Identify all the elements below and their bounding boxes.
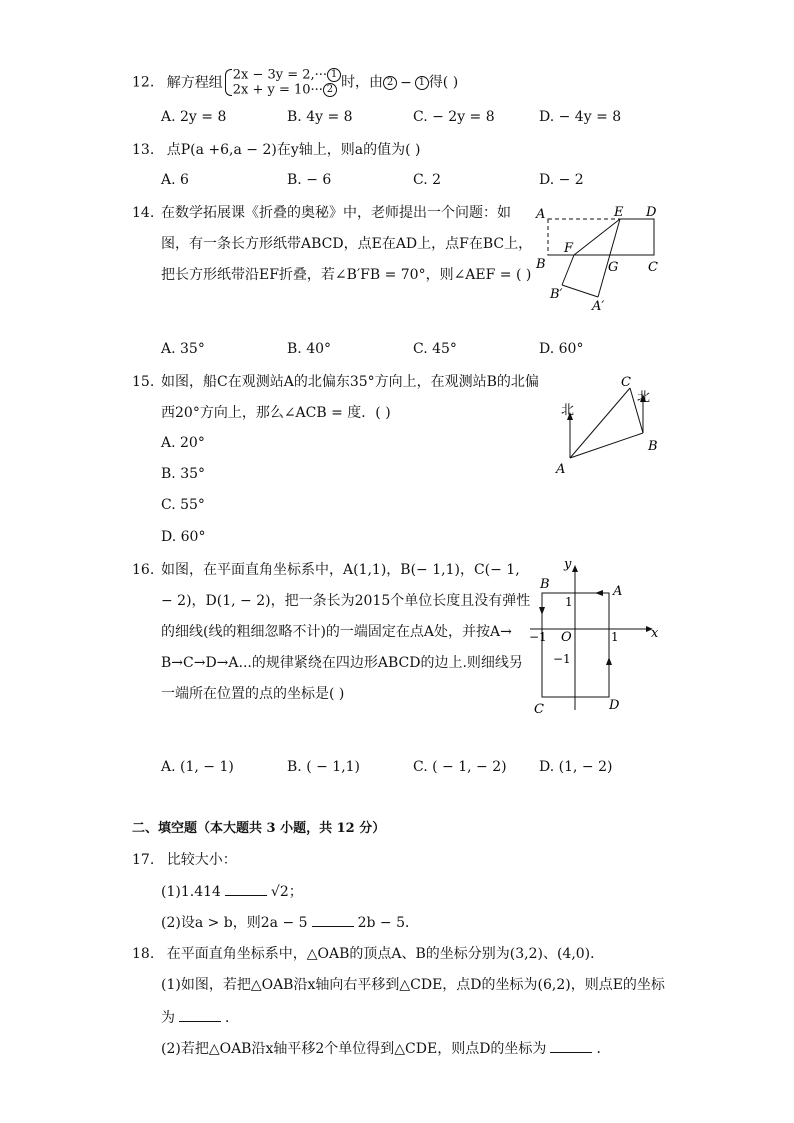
section-title: 二、填空题（本大题共 3 小题，共 12 分） bbox=[132, 821, 386, 836]
label-c: C bbox=[648, 260, 658, 275]
question-number: 15. bbox=[132, 374, 155, 390]
question-stem: 得( ) bbox=[428, 74, 459, 91]
part-text: (2)若把△OAB沿x轴平移2个单位得到△CDE，则点D的坐标为 bbox=[161, 1041, 547, 1057]
option-b[interactable]: B. 40° bbox=[287, 341, 332, 357]
option-b[interactable]: B. 35° bbox=[161, 466, 206, 482]
question-stem-line: 把长方形纸带沿EF折叠，若∠B′FB = 70°，则∠AEF = ( ) bbox=[161, 267, 532, 283]
part-text: (2)设a > b，则2a − 5 bbox=[161, 915, 308, 931]
folding-figure bbox=[528, 200, 668, 320]
question-17-part-1 bbox=[161, 881, 303, 902]
minus-sign: − bbox=[400, 74, 412, 91]
question-stem: 点P(a +6,a − 2)在y轴上，则a的值为( ) bbox=[166, 142, 421, 158]
option-c[interactable]: C. ( − 1, − 2) bbox=[413, 759, 507, 775]
option-a[interactable]: A. 35° bbox=[161, 341, 205, 357]
question-stem-line: 图，有一条长方形纸带ABCD，点E在AD上，点F在BC上， bbox=[161, 236, 533, 252]
option-b[interactable]: B. − 6 bbox=[287, 172, 332, 188]
sqrt-expression: √2 bbox=[270, 884, 289, 900]
part-text: ． bbox=[596, 1041, 611, 1057]
label-x: x bbox=[651, 626, 659, 641]
folded-edge-fb bbox=[562, 255, 574, 285]
label-d: D bbox=[609, 698, 620, 713]
part-text: ； bbox=[288, 884, 303, 900]
label-b: B bbox=[536, 257, 546, 272]
label-b-prime: B′ bbox=[550, 287, 563, 302]
part-text: ． bbox=[225, 1010, 239, 1026]
question-18-part-2 bbox=[161, 1038, 610, 1059]
tick-label-x-1: 1 bbox=[611, 630, 619, 644]
option-c[interactable]: C. − 2y = 8 bbox=[413, 109, 495, 125]
tick-label-y-1: 1 bbox=[565, 595, 573, 609]
answer-blank[interactable] bbox=[225, 881, 267, 896]
direction-arrow-icon bbox=[595, 590, 603, 596]
folded-edge-ba bbox=[562, 285, 598, 297]
option-d[interactable]: D. 60° bbox=[539, 341, 584, 357]
question-12 bbox=[132, 68, 458, 97]
part-text: (1)1.414 bbox=[161, 884, 221, 900]
question-stem: 比较大小： bbox=[166, 852, 237, 868]
question-18 bbox=[132, 944, 604, 964]
question-stem-line: − 2)，D(1, − 2)，把一条长为2015个单位长度且没有弹性 bbox=[161, 593, 531, 609]
label-c: C bbox=[621, 375, 631, 390]
equation-2: 2x + y = 10··· bbox=[232, 82, 323, 97]
question-stem-line: 西20°方向上，那么∠ACB = 度．( ) bbox=[161, 405, 391, 421]
bearing-figure bbox=[548, 370, 668, 480]
question-16 bbox=[132, 560, 154, 580]
label-a: A bbox=[536, 207, 546, 222]
question-stem-line: 如图，在平面直角坐标系中，A(1,1)，B(− 1,1)，C(− 1, bbox=[161, 562, 520, 578]
question-15 bbox=[132, 372, 154, 392]
label-b: B bbox=[540, 577, 550, 592]
label-a: A bbox=[613, 584, 623, 599]
option-a[interactable]: A. (1, − 1) bbox=[161, 759, 234, 775]
label-d: D bbox=[646, 205, 657, 220]
label-b: B bbox=[648, 439, 658, 454]
circled-number-1: 1 bbox=[415, 76, 429, 90]
option-c[interactable]: C. 45° bbox=[413, 341, 457, 357]
label-a: A bbox=[556, 462, 566, 477]
label-f: F bbox=[564, 241, 574, 256]
option-a[interactable]: A. 2y = 8 bbox=[161, 109, 227, 125]
option-a[interactable]: A. 6 bbox=[161, 172, 189, 188]
tick-label-y-neg1: −1 bbox=[553, 652, 571, 666]
equation-system bbox=[223, 68, 341, 97]
option-d[interactable]: D. − 4y = 8 bbox=[539, 109, 622, 125]
option-d[interactable]: D. − 2 bbox=[539, 172, 584, 188]
label-c: C bbox=[534, 702, 544, 717]
option-d[interactable]: D. (1, − 2) bbox=[539, 759, 613, 775]
answer-blank[interactable] bbox=[312, 912, 354, 927]
option-a[interactable]: A. 20° bbox=[161, 435, 205, 451]
circled-number-2: 2 bbox=[323, 83, 337, 97]
question-stem: 在平面直角坐标系中，△OAB的顶点A、B的坐标分别为(3,2)、(4,0)． bbox=[166, 946, 605, 962]
question-13 bbox=[132, 140, 420, 160]
equation-1: 2x − 3y = 2,··· bbox=[232, 67, 328, 83]
question-18-part-1-line-2 bbox=[161, 1007, 239, 1028]
question-17 bbox=[132, 850, 237, 870]
y-axis-arrow-icon bbox=[572, 565, 578, 572]
question-14 bbox=[132, 203, 154, 223]
option-c[interactable]: C. 55° bbox=[161, 497, 205, 513]
question-number: 12. bbox=[132, 74, 155, 91]
label-origin: O bbox=[561, 630, 572, 645]
label-a-prime: A′ bbox=[592, 299, 605, 314]
option-c[interactable]: C. 2 bbox=[413, 172, 442, 188]
question-stem: 时，由 bbox=[341, 74, 384, 91]
answer-blank[interactable] bbox=[179, 1007, 221, 1022]
option-b[interactable]: B. ( − 1,1) bbox=[287, 759, 361, 775]
circled-number-2: 2 bbox=[383, 76, 397, 90]
option-d[interactable]: D. 60° bbox=[161, 529, 206, 545]
label-north-b: 北 bbox=[637, 390, 651, 405]
question-number: 13. bbox=[132, 142, 155, 158]
label-e: E bbox=[614, 205, 624, 220]
fold-line-ef bbox=[574, 219, 620, 255]
question-stem-line: 的细线(线的粗细忽略不计)的一端固定在点A处，并按A→ bbox=[161, 624, 512, 640]
label-y: y bbox=[564, 557, 572, 572]
question-17-part-2 bbox=[161, 912, 419, 933]
option-b[interactable]: B. 4y = 8 bbox=[287, 109, 353, 125]
label-north-a: 北 bbox=[561, 403, 575, 418]
circled-number-1: 1 bbox=[327, 68, 341, 82]
question-number: 18. bbox=[132, 946, 155, 962]
question-number: 14. bbox=[132, 205, 155, 221]
answer-blank[interactable] bbox=[550, 1038, 592, 1053]
tick-label-x-neg1: −1 bbox=[529, 630, 547, 644]
question-18-part-1-line-1: (1)如图，若把△OAB沿x轴向右平移到△CDE，点D的坐标为(6,2)，则点E的坐标 bbox=[161, 977, 665, 993]
question-stem-line: 如图，船C在观测站A的北偏东35°方向上，在观测站B的北偏 bbox=[161, 374, 539, 390]
question-stem: 解方程组 bbox=[166, 74, 223, 91]
edge-ed bbox=[618, 219, 654, 255]
question-stem-line: 一端所在位置的点的坐标是( ) bbox=[161, 686, 345, 702]
question-number: 16. bbox=[132, 562, 155, 578]
direction-arrow-icon bbox=[606, 657, 612, 665]
question-stem-line: 在数学拓展课《折叠的奥秘》中，老师提出一个问题：如 bbox=[161, 205, 511, 221]
folded-edge-ea bbox=[598, 219, 620, 297]
direction-arrow-icon bbox=[539, 607, 545, 615]
part-text: 为 bbox=[161, 1010, 175, 1026]
label-g: G bbox=[608, 260, 619, 275]
part-text: 2b − 5． bbox=[357, 915, 419, 931]
question-stem-line: B→C→D→A...的规律紧绕在四边形ABCD的边上.则细线另 bbox=[161, 655, 523, 671]
coordinate-figure bbox=[525, 555, 665, 720]
question-number: 17. bbox=[132, 852, 155, 868]
